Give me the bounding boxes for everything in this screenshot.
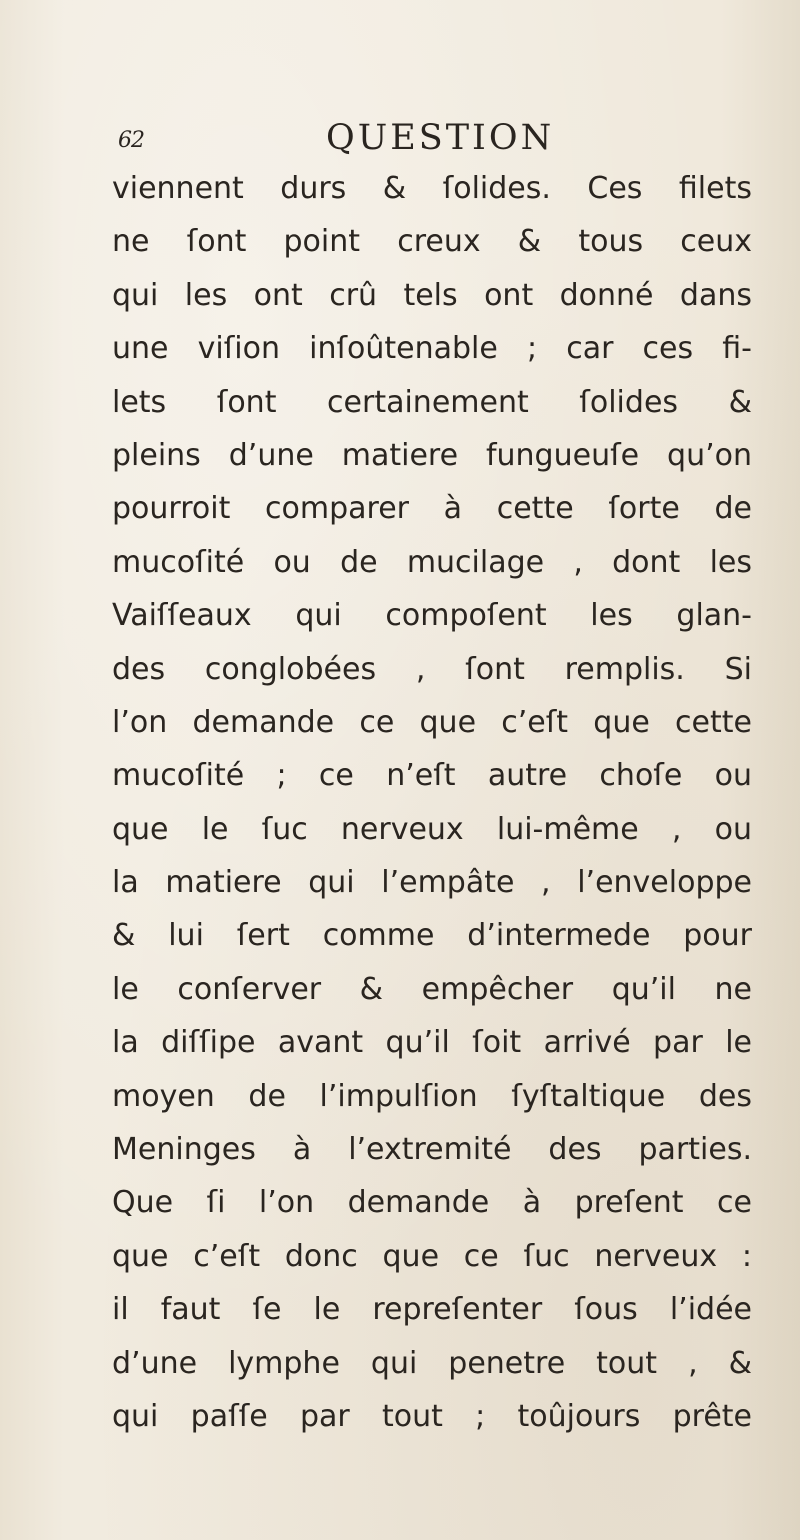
running-head: QUESTION: [326, 118, 555, 158]
text-line: pourroit comparer à cette ſorte de: [112, 491, 752, 527]
page-header: [110, 112, 710, 162]
text-line: qui les ont crû tels ont donné dans: [112, 277, 752, 313]
text-line: ne ſont point creux & tous ceux: [112, 224, 752, 260]
body-text: [112, 162, 752, 1443]
page-number: 62: [118, 128, 144, 153]
text-line: il faut ſe le repreſenter ſous l’idée: [112, 1292, 752, 1328]
text-line: moyen de l’impulſion ſyſtaltique des: [112, 1078, 752, 1114]
text-line: la matiere qui l’empâte , l’enveloppe: [112, 865, 752, 901]
text-line: Meninges à l’extremité des parties.: [112, 1132, 752, 1168]
text-line: & lui ſert comme d’intermede pour: [112, 918, 752, 954]
text-line: pleins d’une matiere fungueuſe qu’on: [112, 437, 752, 473]
text-line: Vaiſſeaux qui compoſent les glan-: [112, 598, 752, 634]
text-line: que c’eſt donc que ce ſuc nerveux :: [112, 1238, 752, 1274]
text-line: le conſerver & empêcher qu’il ne: [112, 971, 752, 1007]
text-line: lets ſont certainement ſolides &: [112, 384, 752, 420]
text-line: une viſion inſoûtenable ; car ces fi-: [112, 331, 752, 367]
text-line: d’une lymphe qui penetre tout , &: [112, 1345, 752, 1381]
text-line: mucoſité ou de mucilage , dont les: [112, 544, 752, 580]
text-line: la diſſipe avant qu’il ſoit arrivé par le: [112, 1025, 752, 1061]
text-line: Que ſi l’on demande à preſent ce: [112, 1185, 752, 1221]
text-line: viennent durs & ſolides. Ces filets: [112, 171, 752, 206]
text-line: que le ſuc nerveux lui-même , ou: [112, 811, 752, 847]
text-line: l’on demande ce que c’eſt que cette: [112, 704, 752, 740]
text-line: des conglobées , ſont remplis. Si: [112, 651, 752, 687]
text-line: mucoſité ; ce n’eſt autre choſe ou: [112, 758, 752, 794]
text-line: qui paſſe par tout ; toûjours prête: [112, 1398, 752, 1434]
